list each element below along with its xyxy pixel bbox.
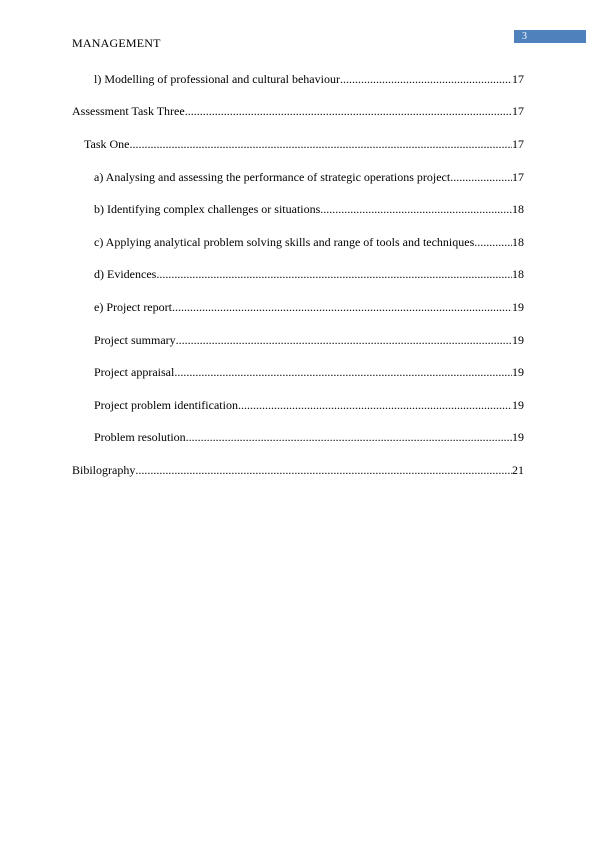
toc-entry-label: d) Evidences [94,267,157,281]
page-number: 3 [522,31,527,42]
toc-entry-page: 17 [512,104,524,118]
toc-entry[interactable] [94,300,524,314]
toc-entry-label: c) Applying analytical problem solving skills and range of tools and techniques [94,235,475,249]
toc-entry-label: Project appraisal [94,365,175,379]
toc-leader-dots [185,104,512,118]
toc-leader-dots [156,267,512,281]
toc-entry-label: Project summary [94,333,176,347]
toc-entry-page: 18 [512,267,524,281]
toc-entry-label: e) Project report [94,300,172,314]
toc-entry-label: Assessment Task Three [72,104,185,118]
toc-leader-dots [172,300,512,314]
toc-entry[interactable] [94,398,524,412]
toc-leader-dots [176,333,512,347]
toc-entry-page: 17 [512,72,524,86]
toc-entry-label: l) Modelling of professional and cultural behaviour [94,72,340,86]
toc-entry-page: 19 [512,300,524,314]
toc-entry[interactable] [72,463,524,477]
toc-entry-page: 19 [512,333,524,347]
toc-leader-dots [135,463,512,477]
toc-entry-page: 17 [512,137,524,151]
page-number-badge [514,30,586,43]
toc-leader-dots [129,137,512,151]
toc-entry-page: 18 [512,202,524,216]
toc-entry[interactable] [94,235,524,249]
toc-leader-dots [340,72,512,86]
toc-entry[interactable] [94,202,524,216]
toc-entry-page: 19 [512,398,524,412]
toc-entry[interactable] [94,267,524,281]
toc-entry[interactable] [94,333,524,347]
toc-leader-dots [474,235,512,249]
toc-entry-page: 17 [512,170,524,184]
toc-entry[interactable] [84,137,524,151]
toc-leader-dots [238,398,512,412]
running-header-title: MANAGEMENT [72,36,161,50]
toc-entry-page: 19 [512,430,524,444]
toc-leader-dots [320,202,512,216]
toc-entry[interactable] [94,430,524,444]
toc-entry-page: 21 [512,463,524,477]
toc-entry-page: 19 [512,365,524,379]
toc-entry[interactable] [94,72,524,86]
toc-entry-label: Project problem identification [94,398,238,412]
toc-entry-label: b) Identifying complex challenges or situations [94,202,321,216]
toc-entry[interactable] [94,365,524,379]
toc-entry-label: a) Analysing and assessing the performance of strategic operations project [94,170,451,184]
toc-entry[interactable] [94,170,524,184]
toc-leader-dots [450,170,512,184]
toc-entry-label: Bibilography [72,463,136,477]
toc-entry[interactable] [72,104,524,118]
toc-leader-dots [174,365,512,379]
toc-entry-label: Problem resolution [94,430,186,444]
toc-entry-page: 18 [512,235,524,249]
toc-entry-label: Task One [84,137,130,151]
toc-leader-dots [186,430,512,444]
